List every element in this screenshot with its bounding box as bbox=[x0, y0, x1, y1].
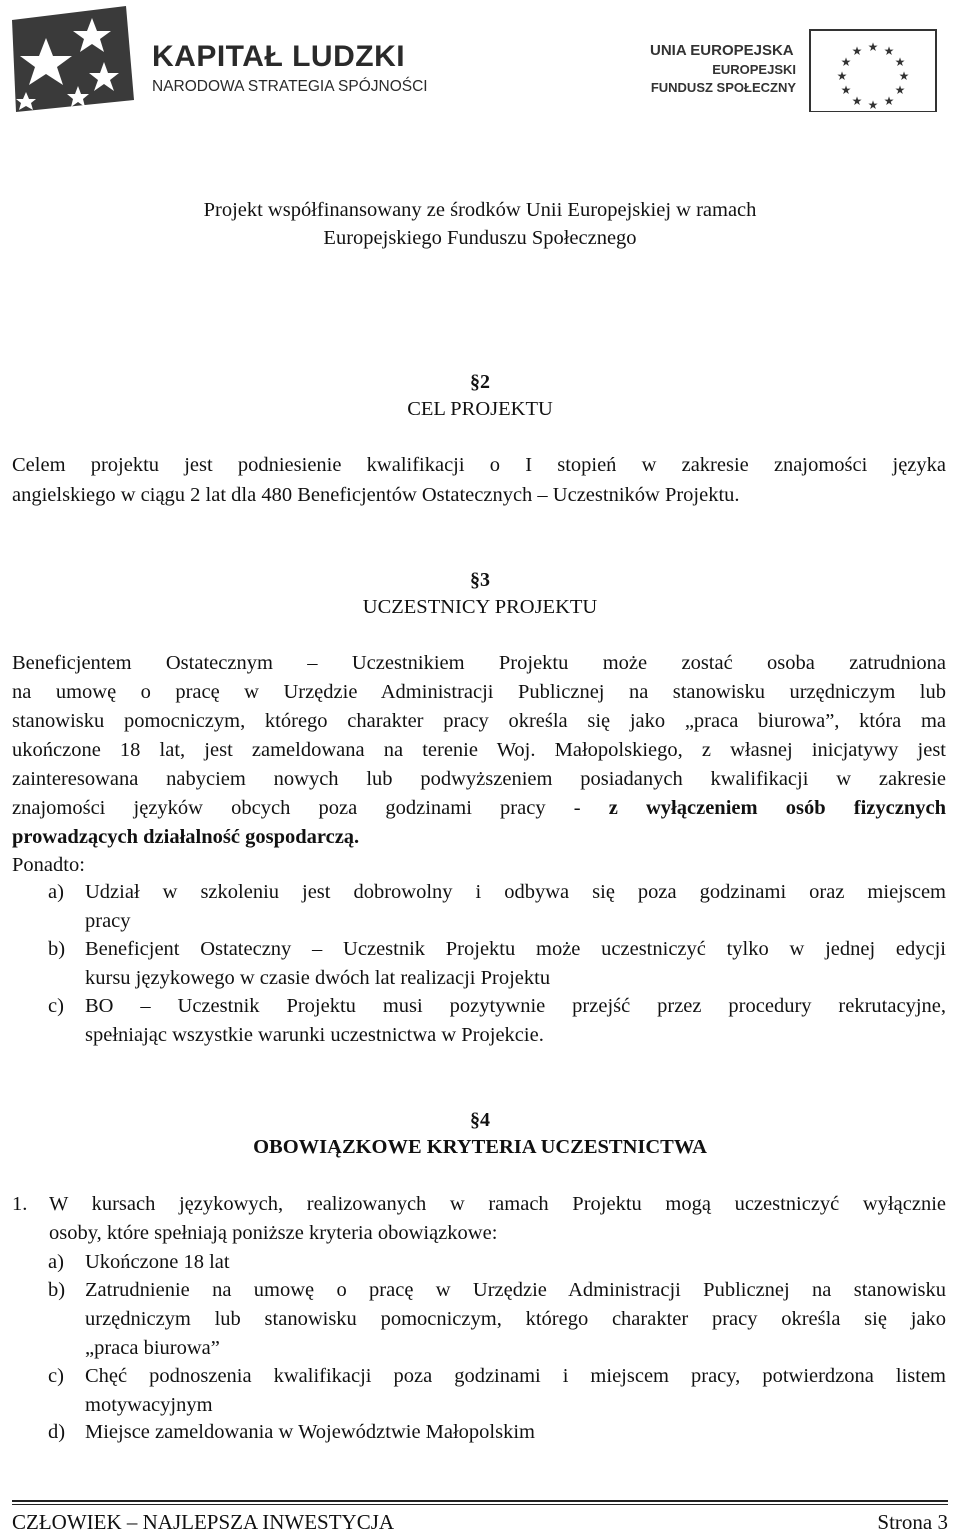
svg-text:★: ★ bbox=[836, 69, 848, 83]
section-3-line-6 bbox=[12, 794, 946, 822]
item-label: b) bbox=[48, 938, 66, 960]
item-line-2: osoby, które spełniają poniższe kryteria obowiązkowe: bbox=[49, 1222, 498, 1244]
item-line-1: Beneficjent Ostateczny – Uczestnik Projektu może uczestniczyć tylko w jednej edycji bbox=[85, 938, 946, 960]
svg-text:★: ★ bbox=[883, 94, 895, 108]
item-label: 1. bbox=[12, 1193, 28, 1215]
funding-line-2: Europejskiego Funduszu Społecznego bbox=[323, 227, 637, 249]
section-3-line-7-bold: prowadzących działalność gospodarczą. bbox=[12, 826, 360, 848]
item-line-1: Zatrudnienie na umowę o pracę w Urzędzie Administracji Publicznej na stanowisku bbox=[85, 1279, 946, 1301]
funding-line-1: Projekt współfinansowany ze środków Unii Europejskiej w ramach bbox=[203, 199, 757, 221]
item-line-1: Udział w szkoleniu jest dobrowolny i odbywa się poza godzinami oraz miejscem bbox=[85, 881, 946, 903]
eu-subtitle-2: FUNDUSZ SPOŁECZNY bbox=[650, 80, 796, 95]
section-3-number: §3 bbox=[470, 569, 490, 591]
section-3-title: UCZESTNICY PROJEKTU bbox=[362, 596, 598, 618]
section-3-line-1: Beneficjentem Ostatecznym – Uczestnikiem Projektu może zostać osoba zatrudniona bbox=[12, 652, 946, 674]
section-2-number: §2 bbox=[470, 371, 490, 393]
svg-text:★: ★ bbox=[851, 44, 863, 58]
item-label: a) bbox=[48, 881, 64, 903]
item-line-2: kursu językowego w czasie dwóch lat realizacji Projektu bbox=[85, 967, 551, 989]
section-2-line-1: Celem projektu jest podniesienie kwalifikacji o I stopień w zakresie znajomości języka bbox=[12, 454, 946, 476]
section-3-line-2: na umowę o pracę w Urzędzie Administracji Publicznej na stanowisku urzędniczym lub bbox=[12, 681, 946, 703]
item-line-2: spełniając wszystkie warunki uczestnictwa w Projekcie. bbox=[85, 1024, 544, 1046]
footer-divider bbox=[12, 1500, 948, 1502]
section-2-line-2: angielskiego w ciągu 2 lat dla 480 Beneficjentów Ostatecznych – Uczestników Projektu. bbox=[12, 484, 740, 506]
svg-text:★: ★ bbox=[883, 44, 895, 58]
item-label: d) bbox=[48, 1421, 66, 1443]
section-3-line-6-bold: z wyłączeniem osób fizycznych bbox=[608, 797, 946, 819]
footer-divider-thin bbox=[12, 1504, 948, 1505]
item-label: c) bbox=[48, 995, 64, 1017]
section-3-line-6-normal: znajomości języków obcych poza godzinami pracy - bbox=[12, 797, 609, 819]
item-line-1: W kursach językowych, realizowanych w ramach Projektu mogą uczestniczyć wyłącznie bbox=[49, 1193, 946, 1215]
item-line-3: „praca biurowa” bbox=[85, 1337, 220, 1359]
item-line-1: Chęć podnoszenia kwalifikacji poza godzinami i miejscem pracy, potwierdzona listem bbox=[85, 1365, 946, 1387]
item-line-1: Miejsce zameldowania w Województwie Małopolskim bbox=[85, 1421, 535, 1443]
section-3-line-5: zainteresowana nabyciem nowych lub podwyższeniem posiadanych kwalifikacji w zakresie bbox=[12, 768, 946, 790]
svg-text:★: ★ bbox=[894, 83, 906, 97]
eu-subtitle-1: EUROPEJSKI bbox=[712, 62, 796, 77]
item-label: a) bbox=[48, 1251, 64, 1273]
item-line-2: urzędniczym lub stanowisku pomocniczym, którego charakter pracy określa się jako bbox=[85, 1308, 946, 1330]
svg-text:★: ★ bbox=[851, 94, 863, 108]
svg-text:★: ★ bbox=[894, 55, 906, 69]
item-line-2: motywacyjnym bbox=[85, 1394, 213, 1416]
page-number: Strona 3 bbox=[877, 1510, 948, 1534]
kapital-ludzki-title: KAPITAŁ LUDZKI bbox=[152, 40, 406, 73]
item-line-1: BO – Uczestnik Projektu musi pozytywnie przejść przez procedury rekrutacyjne, bbox=[85, 995, 946, 1017]
svg-text:★: ★ bbox=[840, 55, 852, 69]
funding-statement bbox=[0, 196, 960, 252]
eu-flag-icon bbox=[650, 26, 950, 112]
svg-text:★: ★ bbox=[840, 83, 852, 97]
section-4-title: OBOWIĄZKOWE KRYTERIA UCZESTNICTWA bbox=[253, 1136, 707, 1158]
item-label: b) bbox=[48, 1279, 66, 1301]
item-label: c) bbox=[48, 1365, 64, 1387]
eu-title: UNIA EUROPEJSKA bbox=[650, 42, 794, 59]
section-4-number: §4 bbox=[470, 1109, 490, 1131]
section-3-line-7 bbox=[12, 823, 946, 851]
svg-text:★: ★ bbox=[867, 40, 879, 54]
section-3-line-3: stanowisku pomocniczym, którego charakter pracy określa się jako „praca biurowa”, która ma bbox=[12, 710, 946, 732]
section-3-ponadto: Ponadto: bbox=[12, 854, 85, 876]
svg-text:★: ★ bbox=[898, 69, 910, 83]
section-2-title: CEL PROJEKTU bbox=[407, 398, 553, 420]
item-line-1: Ukończone 18 lat bbox=[85, 1251, 230, 1273]
svg-text:★: ★ bbox=[867, 98, 879, 112]
section-3-line-4: ukończone 18 lat, jest zameldowana na terenie Woj. Małopolskiego, z własnej inicjatywy jest bbox=[12, 739, 946, 761]
kapital-ludzki-subtitle: NARODOWA STRATEGIA SPÓJNOŚCI bbox=[152, 78, 428, 95]
footer-slogan: CZŁOWIEK – NAJLEPSZA INWESTYCJA bbox=[12, 1510, 395, 1534]
item-line-2: pracy bbox=[85, 910, 131, 932]
